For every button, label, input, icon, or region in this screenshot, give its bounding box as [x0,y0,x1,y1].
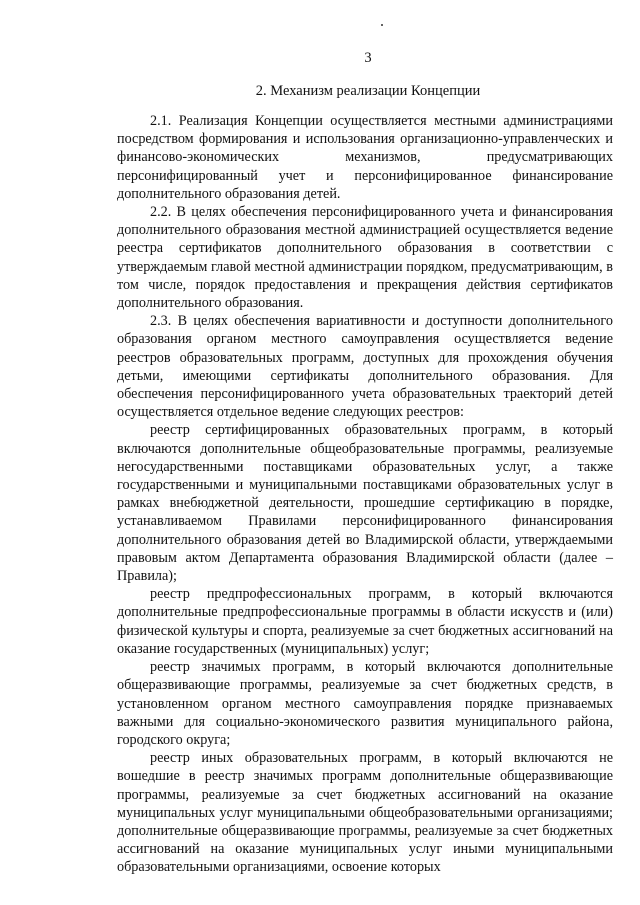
paragraph-2-3: 2.3. В целях обеспечения вариативности и доступности дополнительного образования органом местного самоуправления осуществляется ведение реестров образовательных программ, доступных для прохождения обучения детьми, имеющими сертификаты дополнительного образования. Для обеспечения персонифицированного учета образовательных траекторий детей осуществляется отдельное ведение следующих реестров: [117,313,613,421]
registry-certified-programs: реестр сертифицированных образовательных программ, в который включаются дополнительные общеобразовательные программы, реализуемые негосударственными поставщиками образовательных услуг, а также государственными и муниципальными поставщиками образовательных услуг в рамках внебюджетной деятельности, прошедшие сертификацию в порядке, устанавливаемом Правилами персонифицированного финансирования дополнительного образования детей во Владимирской области, утверждаемыми правовым актом Департамента образования Владимирской области (далее – Правила); [117,422,613,585]
paragraph-2-1: 2.1. Реализация Концепции осуществляется местными администрациями посредством формирования и использования организационно-управленческих и финансово-экономических механизмов, предусматривающих персонифицированный учет и персонифицированное финансирование дополнительного образования детей. [117,113,613,202]
page-number: 3 [364,50,372,66]
section-title: 2. Механизм реализации Концепции [255,83,481,99]
body-text [117,112,613,877]
registry-other-programs: реестр иных образовательных программ, в который включаются не вошедшие в реестр значимых программ дополнительные общеразвивающие программы, реализуемые за счет бюджетных ассигнований на оказание муниципальных услуг муниципальными общеобразовательными организациями; дополнительные общеразвивающие программы, реализуемые за счет бюджетных ассигнований на оказание муниципальных услуг иными муниципальными образовательными организациями, освоение которых [117,750,613,876]
registry-significant-programs: реестр значимых программ, в который включаются дополнительные общеразвивающие программы, реализуемые за счет бюджетных средств, в установленном органом местного самоуправления порядке признаваемых важными для социально-экономического развития муниципального района, городского округа; [117,659,613,748]
scan-speck [381,24,383,26]
paragraph-2-2: 2.2. В целях обеспечения персонифицированного учета и финансирования дополнительного образования местной администрацией осуществляется ведение реестра сертификатов дополнительного образования в соответствии с утверждаемым главой местной администрации порядком, предусматривающим, в том числе, порядок предоставления и прекращения действия сертификатов дополнительного образования. [117,204,613,312]
registry-preprofessional-programs: реестр предпрофессиональных программ, в который включаются дополнительные предпрофессиональные программы в области искусств и (или) физической культуры и спорта, реализуемые за счет бюджетных ассигнований на оказание государственных (муниципальных) услуг; [117,586,613,657]
